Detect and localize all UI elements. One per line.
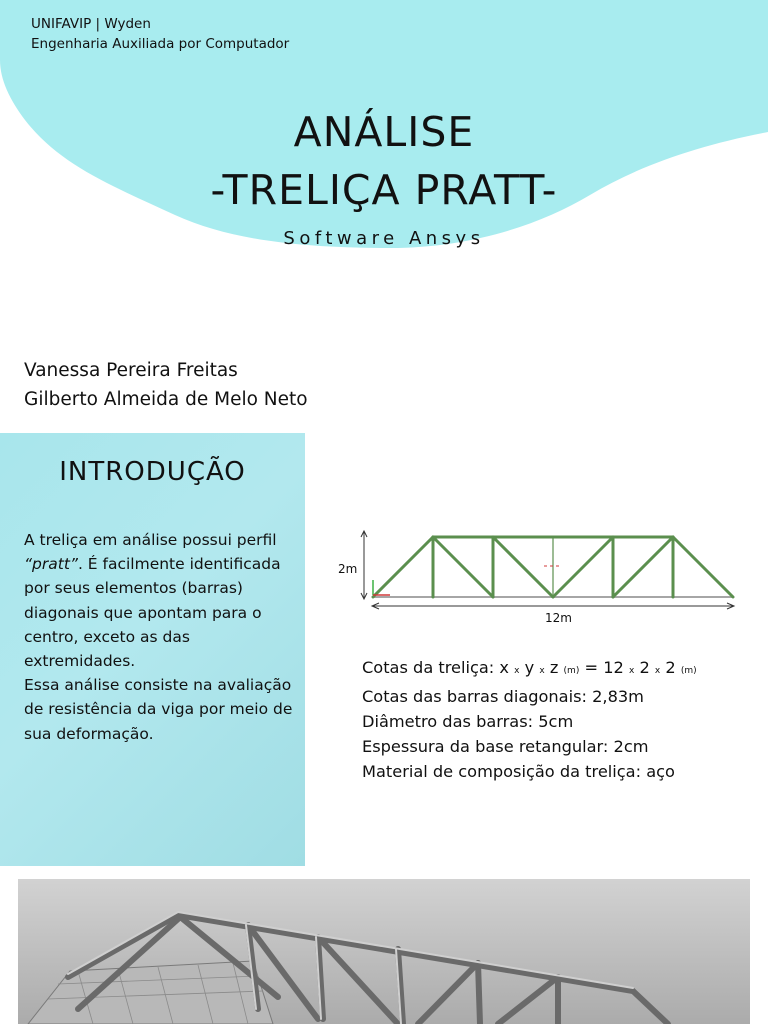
institution-name: UNIFAVIP | Wyden xyxy=(31,16,151,32)
truss-diagram xyxy=(330,522,745,630)
pratt-italic: “pratt” xyxy=(24,555,78,574)
intro-paragraph-1: A treliça em análise possui perfil “pratt”. É facilmente identificada por seus elementos (barras) diagonais que apontam para o centro, exceto as das extremidades. xyxy=(24,531,281,671)
institution-header xyxy=(31,14,289,54)
spec-diagonais: Cotas das barras diagonais: 2,83m xyxy=(362,687,644,706)
course-name: Engenharia Auxiliada por Computador xyxy=(31,36,290,52)
spec-cotas: Cotas da treliça: x x y x z (m) = 12 x 2 x 2 (m) xyxy=(362,658,697,677)
length-label: 12m xyxy=(545,611,572,625)
page-title-line1: ANÁLISE xyxy=(293,108,475,156)
spec-espessura: Espessura da base retangular: 2cm xyxy=(362,737,649,756)
spec-material: Material de composição da treliça: aço xyxy=(362,762,675,781)
author-1: Vanessa Pereira Freitas xyxy=(24,360,238,381)
intro-text xyxy=(24,528,294,746)
page-subtitle: Software Ansys xyxy=(283,228,485,249)
intro-heading: INTRODUÇÃO xyxy=(59,457,246,487)
page-title-line2: -TRELIÇA PRATT- xyxy=(210,166,558,214)
truss-3d-render xyxy=(18,879,750,1024)
spec-diametro: Diâmetro das barras: 5cm xyxy=(362,712,574,731)
height-label: 2m xyxy=(338,562,358,576)
specs-list xyxy=(362,655,697,784)
intro-paragraph-2: Essa análise consiste na avaliação de resistência da viga por meio de sua deformação. xyxy=(24,676,293,743)
authors xyxy=(24,356,308,414)
author-2: Gilberto Almeida de Melo Neto xyxy=(24,389,308,410)
